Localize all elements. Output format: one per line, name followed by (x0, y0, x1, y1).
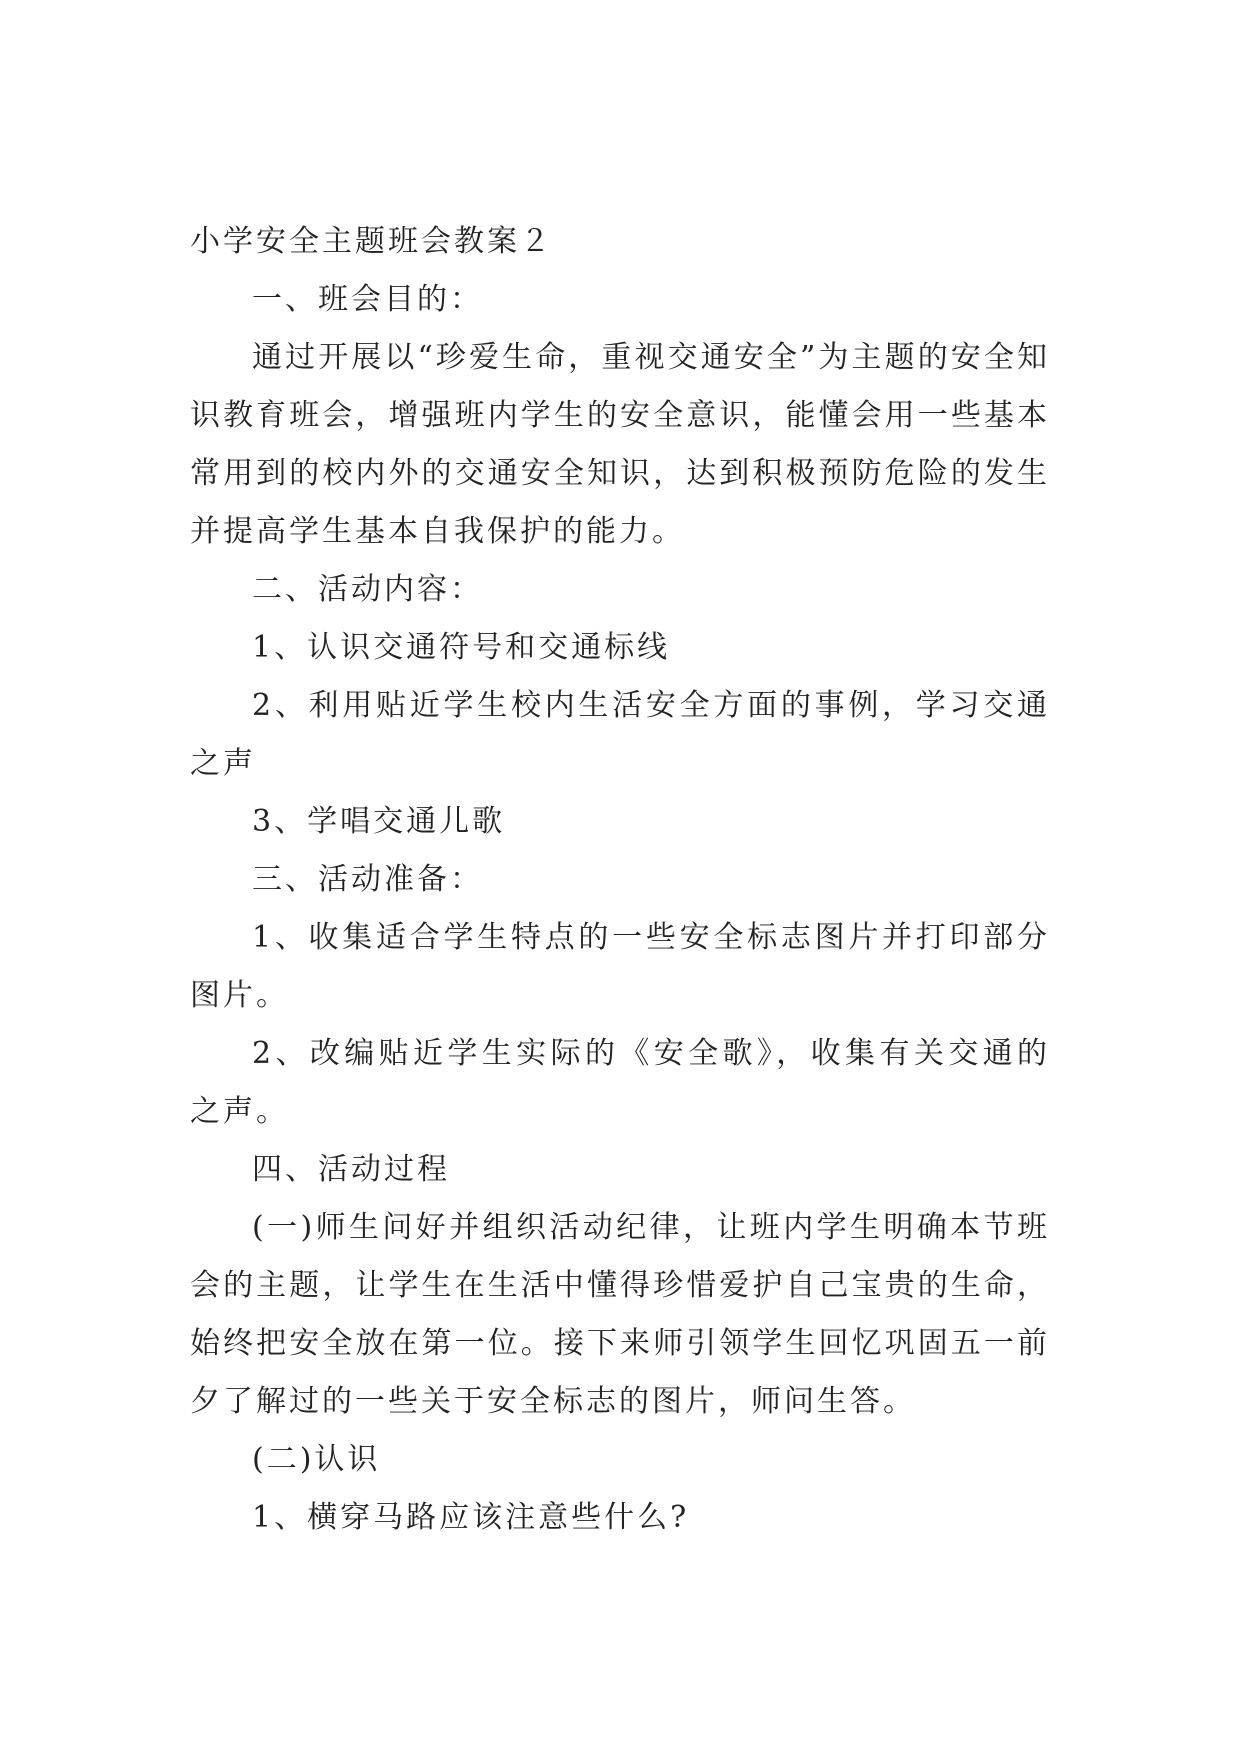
document-body (190, 213, 1050, 1547)
list-item: 1、认识交通符号和交通标线 (252, 630, 671, 665)
section-heading-content: 二、活动内容： (252, 572, 483, 607)
list-item: 3、学唱交通儿歌 (252, 804, 506, 839)
subsection-heading-recognize: (二)认识 (252, 1442, 381, 1477)
document-title: 小学安全主题班会教案２ (190, 224, 553, 259)
section-heading-purpose: 一、班会目的： (252, 282, 483, 317)
list-item: 1、收集适合学生特点的一些安全标志图片并打印部分图片。 (190, 920, 1050, 1013)
list-item: 2、改编贴近学生实际的《安全歌》，收集有关交通的之声。 (190, 1036, 1050, 1129)
section-heading-preparation: 三、活动准备： (252, 862, 483, 897)
list-item: 1、横穿马路应该注意些什么? (252, 1500, 690, 1535)
section-heading-process: 四、活动过程 (252, 1152, 450, 1187)
list-item: 2、利用贴近学生校内生活安全方面的事例，学习交通之声 (190, 688, 1050, 781)
paragraph-purpose: 通过开展以“珍爱生命，重视交通安全”为主题的安全知识教育班会，增强班内学生的安全意识，能懂会用一些基本常用到的校内外的交通安全知识，达到积极预防危险的发生并提高学生基本自我保护的能力。 (190, 340, 1050, 549)
paragraph-process-step-1: (一)师生问好并组织活动纪律，让班内学生明确本节班会的主题，让学生在生活中懂得珍惜爱护自己宝贵的生命，始终把安全放在第一位。接下来师引领学生回忆巩固五一前夕了解过的一些关于安全标志的图片，师问生答。 (190, 1210, 1050, 1419)
